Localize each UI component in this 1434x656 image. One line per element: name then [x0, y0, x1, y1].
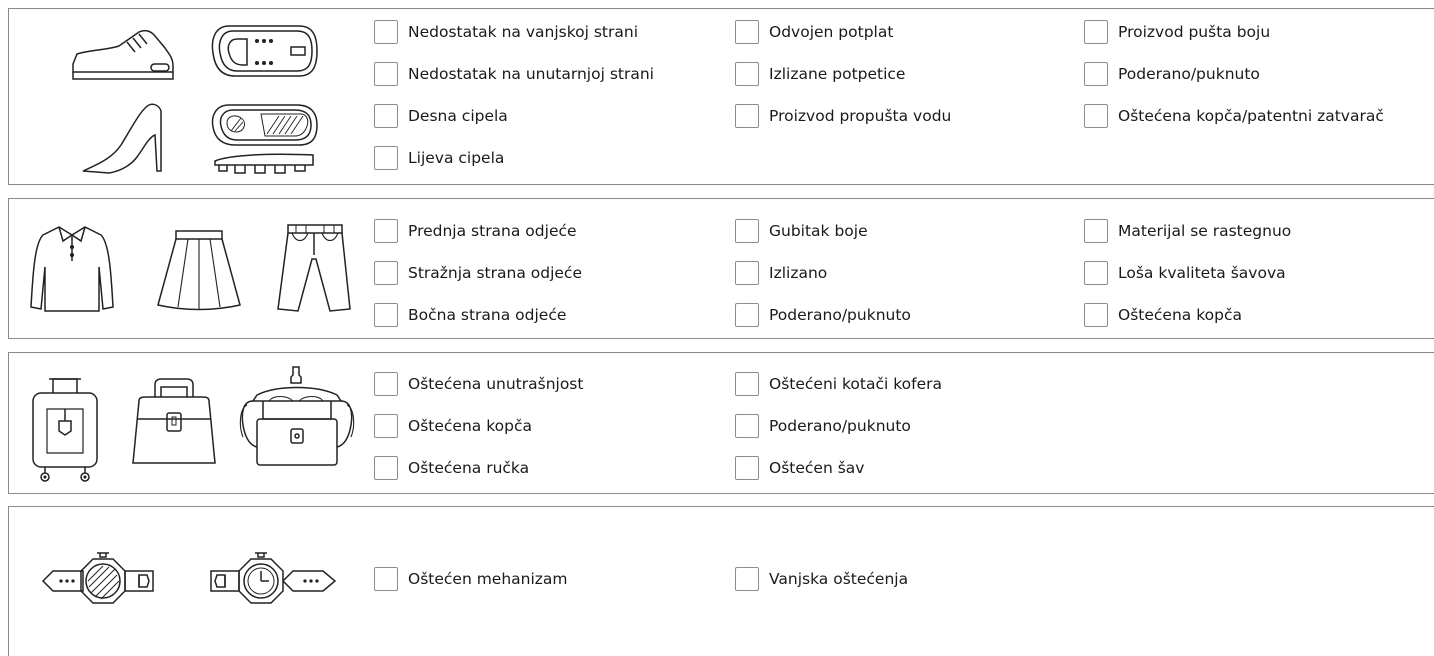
checkbox-damaged-buckle-zipper[interactable] — [1084, 104, 1384, 128]
trousers-icon — [274, 221, 354, 316]
checkbox-box[interactable] — [735, 261, 759, 285]
section-bags — [8, 352, 1434, 494]
skirt-icon — [154, 227, 244, 312]
section-watches — [8, 506, 1434, 656]
checkbox-label: Gubitak boje — [769, 222, 868, 240]
checkbox-box[interactable] — [1084, 104, 1108, 128]
checkbox-box[interactable] — [374, 372, 398, 396]
checkbox-right-shoe[interactable] — [374, 104, 508, 128]
checkbox-label: Vanjska oštećenja — [769, 570, 909, 588]
high-heel-icon — [81, 101, 171, 176]
checkbox-label: Materijal se rastegnuo — [1118, 222, 1292, 240]
checkbox-box[interactable] — [374, 261, 398, 285]
checkbox-label: Poderano/puknuto — [1118, 65, 1260, 83]
checkbox-box[interactable] — [735, 104, 759, 128]
checkbox-back-side[interactable] — [374, 261, 582, 285]
shoe-sole-top-icon — [209, 21, 319, 81]
checkbox-torn[interactable] — [735, 303, 911, 327]
checkbox-leaks-water[interactable] — [735, 104, 951, 128]
checkbox-box[interactable] — [374, 567, 398, 591]
shoes-icons — [9, 9, 364, 184]
shoe-sole-bottom-icon — [209, 101, 319, 181]
checkbox-label: Prednja strana odjeće — [408, 222, 577, 240]
checkbox-box[interactable] — [374, 303, 398, 327]
checkbox-worn-heels[interactable] — [735, 62, 905, 86]
checkbox-damaged-interior[interactable] — [374, 372, 583, 396]
checkbox-box[interactable] — [1084, 261, 1108, 285]
checkbox-worn[interactable] — [735, 261, 827, 285]
clothing-icons — [9, 199, 364, 338]
checkbox-color-loss[interactable] — [735, 219, 868, 243]
checkbox-label: Nedostatak na unutarnjoj strani — [408, 65, 654, 83]
section-shoes — [8, 8, 1434, 185]
checkbox-poor-seams[interactable] — [1084, 261, 1286, 285]
checkbox-label: Proizvod propušta vodu — [769, 107, 952, 125]
checkbox-label: Oštećena kopča — [1118, 306, 1242, 324]
checkbox-inner-defect[interactable] — [374, 62, 654, 86]
checkbox-box[interactable] — [374, 62, 398, 86]
handbag-icon — [129, 375, 219, 470]
checkbox-label: Proizvod pušta boju — [1118, 23, 1271, 41]
checkbox-torn[interactable] — [735, 414, 911, 438]
checkbox-label: Oštećeni kotači kofera — [769, 375, 943, 393]
checkbox-box[interactable] — [735, 456, 759, 480]
checkbox-side[interactable] — [374, 303, 566, 327]
checkbox-box[interactable] — [1084, 62, 1108, 86]
checkbox-left-shoe[interactable] — [374, 146, 504, 170]
checkbox-label: Oštećena kopča/patentni zatvarač — [1118, 107, 1384, 125]
checkbox-label: Izlizano — [769, 264, 828, 282]
checkbox-box[interactable] — [735, 20, 759, 44]
checkbox-box[interactable] — [735, 414, 759, 438]
watches-icons — [9, 507, 364, 656]
checkbox-label: Oštećen šav — [769, 459, 865, 477]
checkbox-label: Oštećen mehanizam — [408, 570, 568, 588]
checkbox-label: Poderano/puknuto — [769, 306, 911, 324]
shirt-icon — [27, 221, 117, 316]
section-clothing — [8, 198, 1434, 339]
checkbox-stretched[interactable] — [1084, 219, 1291, 243]
checkbox-label: Odvojen potplat — [769, 23, 894, 41]
travel-bag-icon — [237, 365, 357, 475]
bags-icons — [9, 353, 364, 493]
checkbox-torn[interactable] — [1084, 62, 1260, 86]
checkbox-box[interactable] — [735, 372, 759, 396]
watch-back-icon — [39, 549, 169, 609]
checkbox-outer-defect[interactable] — [374, 20, 638, 44]
checkbox-color-bleed[interactable] — [1084, 20, 1270, 44]
checkbox-damaged-mechanism[interactable] — [374, 567, 568, 591]
checkbox-box[interactable] — [374, 414, 398, 438]
checkbox-box[interactable] — [1084, 303, 1108, 327]
checkbox-label: Nedostatak na vanjskoj strani — [408, 23, 639, 41]
checkbox-label: Desna cipela — [408, 107, 508, 125]
checkbox-box[interactable] — [374, 20, 398, 44]
checkbox-damaged-handle[interactable] — [374, 456, 529, 480]
checkbox-box[interactable] — [735, 303, 759, 327]
checkbox-box[interactable] — [374, 146, 398, 170]
checkbox-label: Oštećena ručka — [408, 459, 530, 477]
checkbox-box[interactable] — [374, 219, 398, 243]
checkbox-box[interactable] — [374, 104, 398, 128]
checkbox-label: Oštećena unutrašnjost — [408, 375, 584, 393]
checkbox-damaged-buckle[interactable] — [1084, 303, 1242, 327]
checkbox-label: Bočna strana odjeće — [408, 306, 567, 324]
checkbox-box[interactable] — [735, 567, 759, 591]
checkbox-label: Loša kvaliteta šavova — [1118, 264, 1286, 282]
checkbox-detached-sole[interactable] — [735, 20, 893, 44]
checkbox-external-damage[interactable] — [735, 567, 908, 591]
sneaker-icon — [69, 24, 179, 84]
checkbox-label: Poderano/puknuto — [769, 417, 911, 435]
checkbox-damaged-buckle[interactable] — [374, 414, 532, 438]
checkbox-damaged-seam[interactable] — [735, 456, 864, 480]
checkbox-box[interactable] — [1084, 20, 1108, 44]
checkbox-box[interactable] — [735, 62, 759, 86]
checkbox-box[interactable] — [735, 219, 759, 243]
checkbox-box[interactable] — [374, 456, 398, 480]
checkbox-front-side[interactable] — [374, 219, 577, 243]
checkbox-label: Oštećena kopča — [408, 417, 532, 435]
checkbox-label: Lijeva cipela — [408, 149, 505, 167]
watch-front-icon — [209, 549, 339, 609]
checkbox-box[interactable] — [1084, 219, 1108, 243]
checkbox-label: Izlizane potpetice — [769, 65, 906, 83]
suitcase-icon — [25, 373, 105, 483]
checkbox-damaged-wheels[interactable] — [735, 372, 942, 396]
checkbox-label: Stražnja strana odjeće — [408, 264, 582, 282]
